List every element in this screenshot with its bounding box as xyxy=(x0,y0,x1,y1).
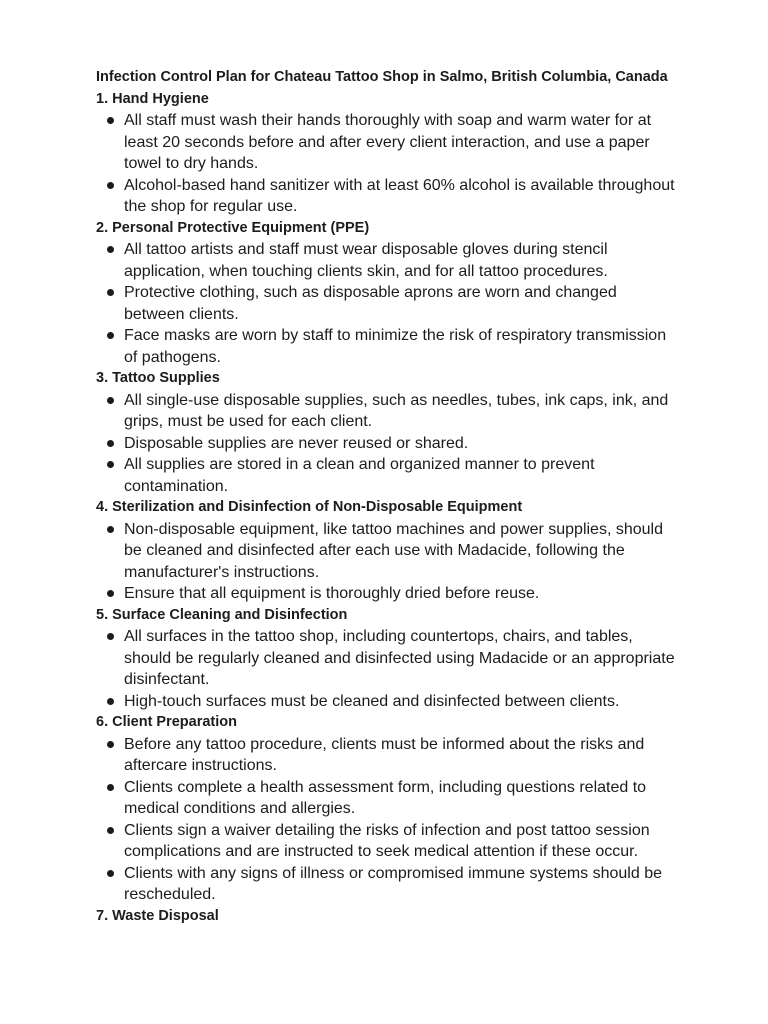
bullet-icon xyxy=(107,741,114,748)
list-item xyxy=(96,691,676,713)
bullet-icon xyxy=(107,440,114,447)
section-waste-disposal xyxy=(96,906,676,928)
bullet-icon xyxy=(107,182,114,189)
bullet-icon xyxy=(107,289,114,296)
bullet-list xyxy=(96,626,676,712)
list-item xyxy=(96,454,676,497)
bullet-icon xyxy=(107,526,114,533)
bullet-icon xyxy=(107,827,114,834)
section-hand-hygiene xyxy=(96,89,676,218)
bullet-icon xyxy=(107,397,114,404)
list-item-text: Clients sign a waiver detailing the risks of infection and post tattoo session complications and are instructed to seek medical attention if these occur. xyxy=(124,821,650,860)
list-item-text: Clients complete a health assessment form, including questions related to medical conditions and allergies. xyxy=(124,778,647,817)
list-item xyxy=(96,519,676,584)
list-item-text: All single-use disposable supplies, such as needles, tubes, ink caps, ink, and grips, must be used for each client. xyxy=(124,391,669,430)
section-heading: 1. Hand Hygiene xyxy=(96,90,209,107)
list-item-text: Clients with any signs of illness or compromised immune systems should be rescheduled. xyxy=(124,864,662,903)
list-item xyxy=(96,325,676,368)
list-item xyxy=(96,583,676,605)
list-item-text: High-touch surfaces must be cleaned and disinfected between clients. xyxy=(124,692,620,710)
section-client-preparation xyxy=(96,712,676,906)
section-heading: 4. Sterilization and Disinfection of Non-Disposable Equipment xyxy=(96,499,523,515)
section-heading: 6. Client Preparation xyxy=(96,714,238,730)
bullet-icon xyxy=(107,698,114,705)
list-item-text: Alcohol-based hand sanitizer with at least 60% alcohol is available throughout the shop for regular use. xyxy=(124,176,675,215)
document-title: Infection Control Plan for Chateau Tattoo Shop in Salmo, British Columbia, Canada xyxy=(96,69,668,85)
list-item xyxy=(96,820,676,863)
bullet-icon xyxy=(107,870,114,877)
list-item-text: Face masks are worn by staff to minimize the risk of respiratory transmission of pathogens. xyxy=(124,327,667,366)
bullet-icon xyxy=(107,332,114,339)
list-item-text: Disposable supplies are never reused or shared. xyxy=(124,434,469,452)
list-item-text: Before any tattoo procedure, clients must be informed about the risks and aftercare instructions. xyxy=(124,735,645,774)
list-item xyxy=(96,734,676,777)
list-item xyxy=(96,390,676,433)
list-item xyxy=(96,239,676,282)
section-surface-cleaning xyxy=(96,605,676,713)
bullet-icon xyxy=(107,590,114,597)
list-item-text: Non-disposable equipment, like tattoo machines and power supplies, should be cleaned and disinfected after each use with Madacide, following the manufacturer's instructions. xyxy=(124,520,663,581)
bullet-icon xyxy=(107,246,114,253)
section-heading: 7. Waste Disposal xyxy=(96,907,219,924)
list-item-text: All tattoo artists and staff must wear disposable gloves during stencil application, when touching clients skin, and for all tattoo procedures. xyxy=(124,241,608,280)
bullet-list xyxy=(96,734,676,906)
list-item xyxy=(96,626,676,691)
bullet-list xyxy=(96,239,676,368)
bullet-icon xyxy=(107,461,114,468)
list-item-text: All surfaces in the tattoo shop, including countertops, chairs, and tables, should be regularly cleaned and disinfected using Madacide or an appropriate disinfectant. xyxy=(124,628,675,688)
section-heading: 3. Tattoo Supplies xyxy=(96,370,220,386)
list-item-text: All staff must wash their hands thoroughly with soap and warm water for at least 20 seconds before and after every client interaction, and use a paper towel to dry hands. xyxy=(124,112,652,172)
list-item-text: Protective clothing, such as disposable aprons are worn and changed between clients. xyxy=(124,284,617,323)
bullet-icon xyxy=(107,784,114,791)
list-item xyxy=(96,175,676,218)
section-heading: 5. Surface Cleaning and Disinfection xyxy=(96,606,348,623)
section-tattoo-supplies xyxy=(96,368,676,497)
list-item xyxy=(96,777,676,820)
bullet-list xyxy=(96,519,676,605)
bullet-list xyxy=(96,390,676,498)
document-body xyxy=(96,67,676,927)
list-item-text: All supplies are stored in a clean and organized manner to prevent contamination. xyxy=(124,456,595,495)
bullet-list xyxy=(96,110,676,218)
section-ppe xyxy=(96,218,676,369)
list-item-text: Ensure that all equipment is thoroughly dried before reuse. xyxy=(124,585,540,602)
list-item xyxy=(96,433,676,455)
list-item xyxy=(96,282,676,325)
section-sterilization xyxy=(96,497,676,605)
list-item xyxy=(96,110,676,175)
bullet-icon xyxy=(107,633,114,640)
bullet-icon xyxy=(107,117,114,124)
list-item xyxy=(96,863,676,906)
section-heading: 2. Personal Protective Equipment (PPE) xyxy=(96,219,370,236)
